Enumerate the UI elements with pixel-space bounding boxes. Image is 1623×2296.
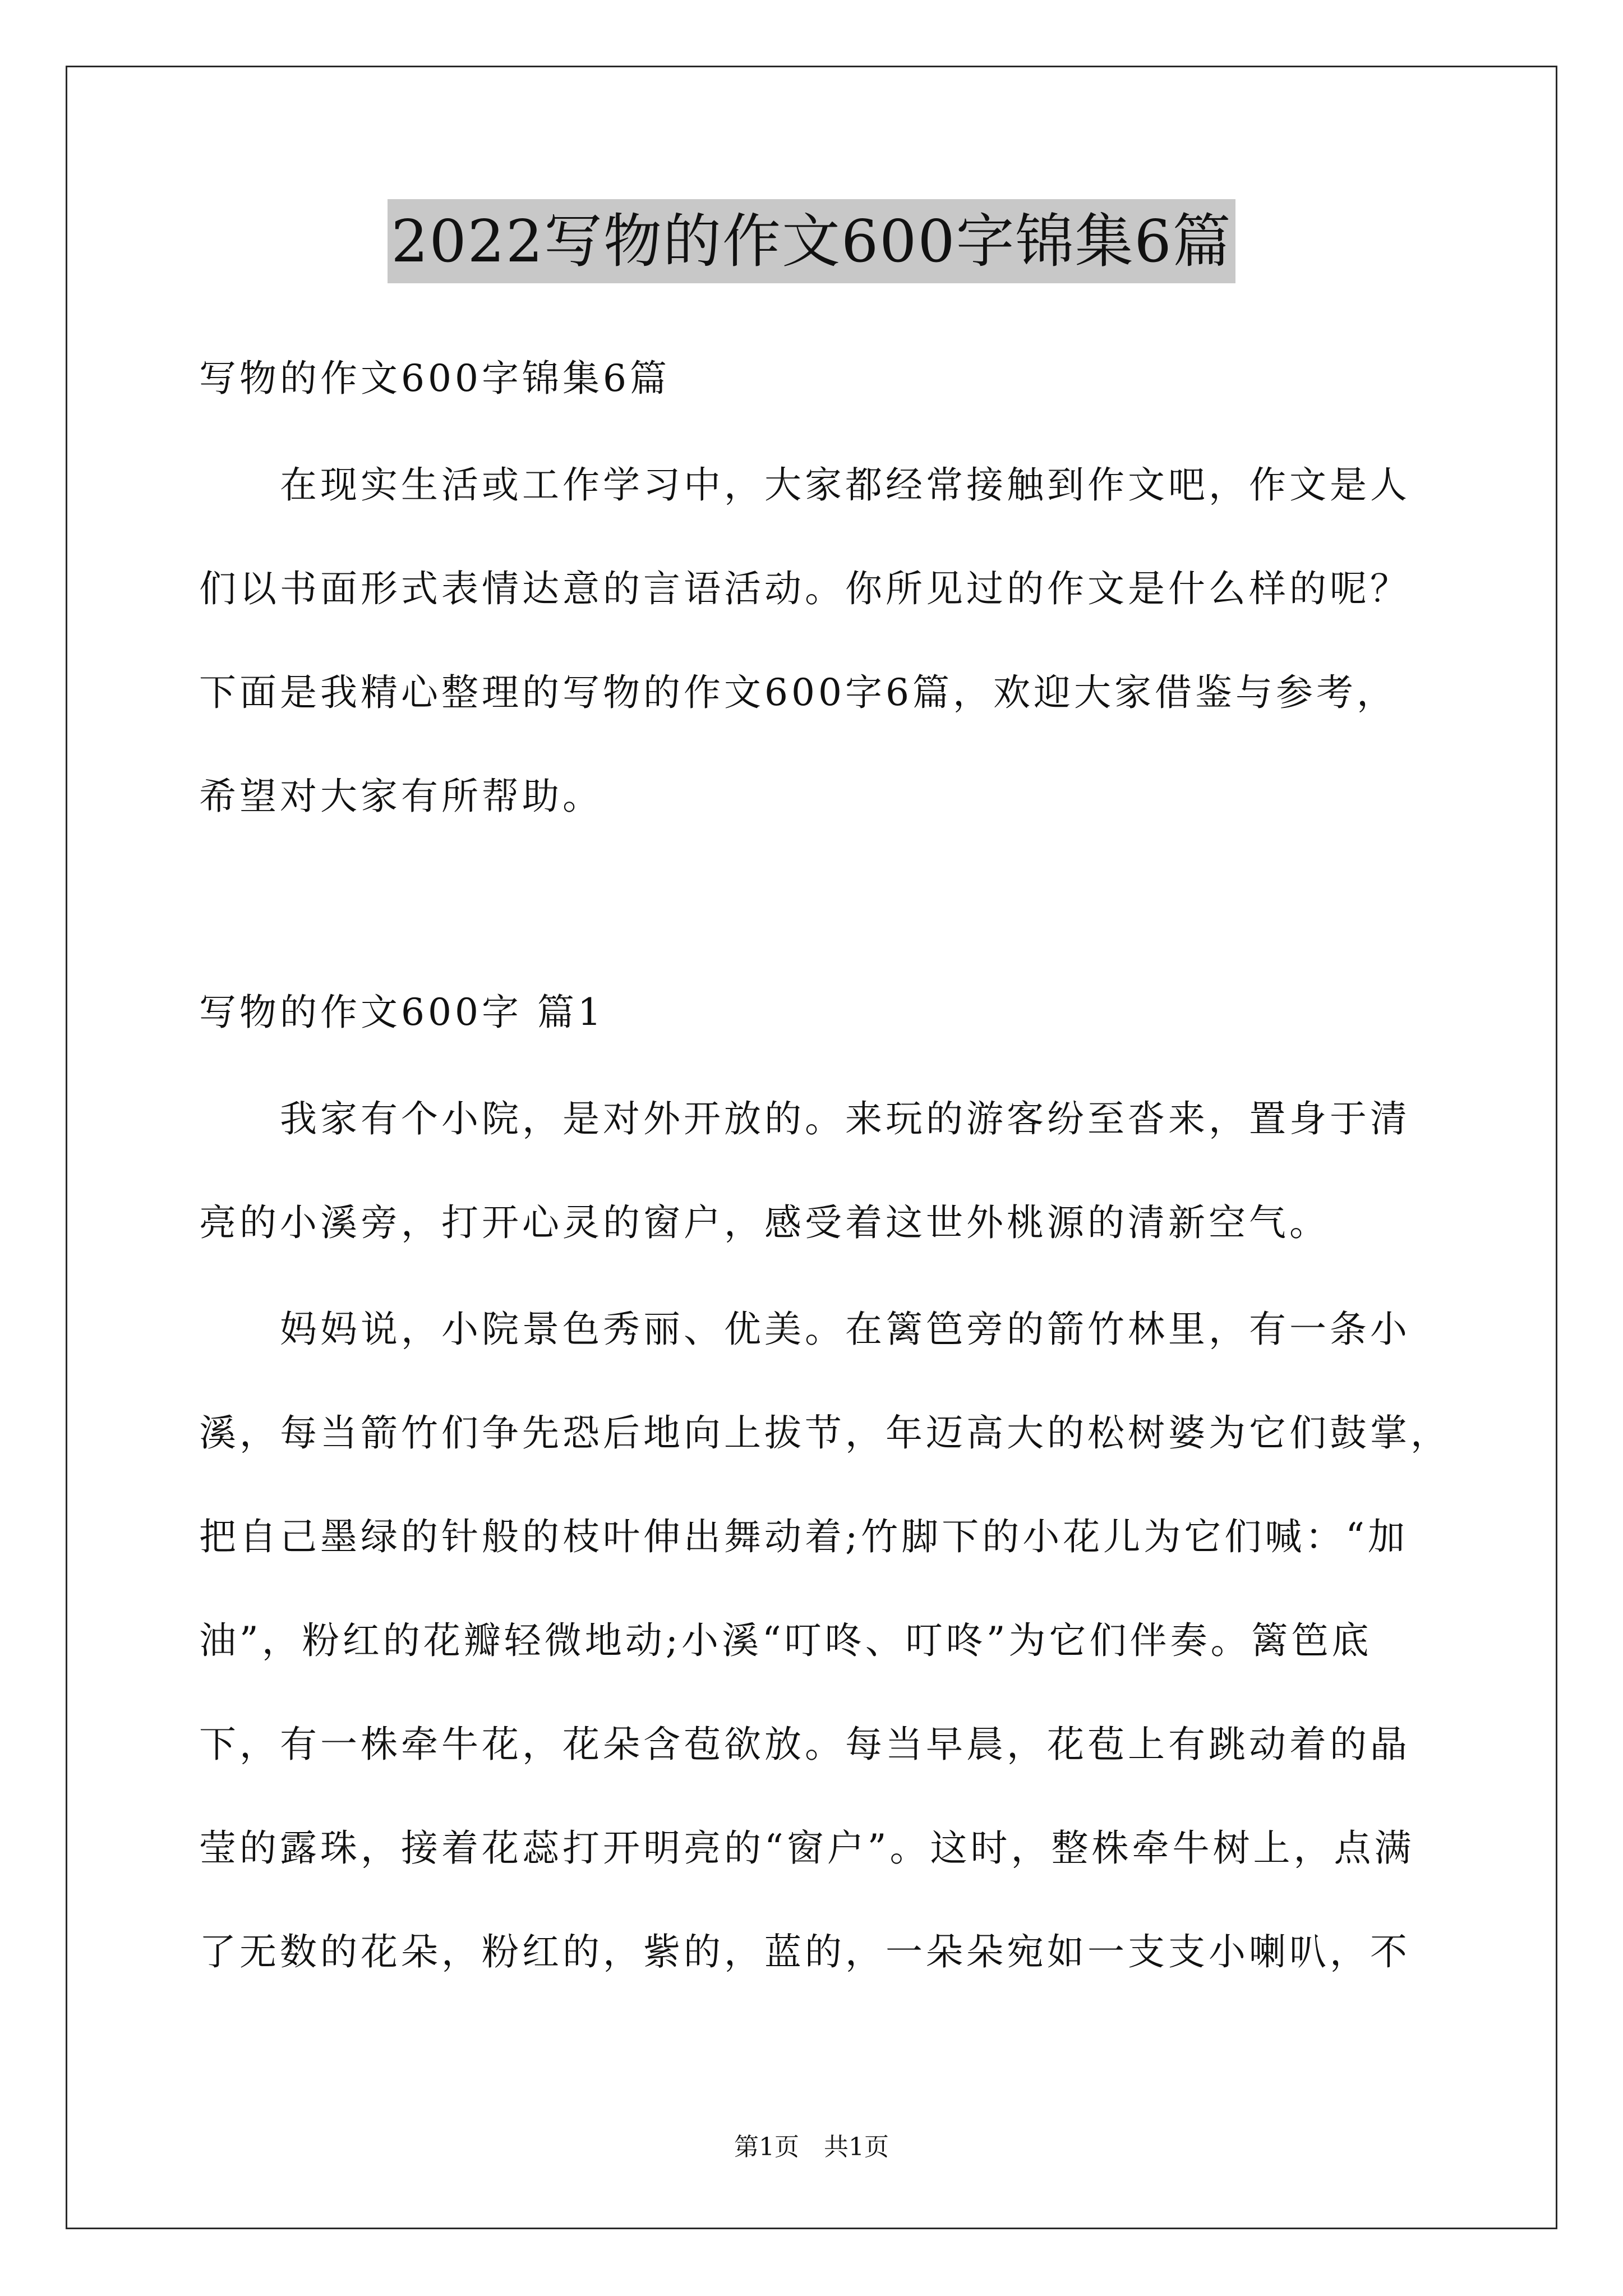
intro-line-2: 们以书面形式表情达意的言语活动。你所见过的作文是什么样的呢？ <box>199 567 1410 610</box>
intro-line-1: 在现实生活或工作学习中，大家都经常接触到作文吧，作文是人 <box>199 463 1410 507</box>
para2-line-7: 了无数的花朵，粉红的，紫的，蓝的，一朵朵宛如一支支小喇叭，不 <box>199 1930 1410 1973</box>
para2-line-6: 莹的露珠，接着花蕊打开明亮的“窗户”。这时，整株牵牛树上，点满 <box>199 1826 1415 1870</box>
section-heading: 写物的作文600字 篇1 <box>199 991 605 1034</box>
intro-line-4: 希望对大家有所帮助。 <box>199 775 603 818</box>
para1-line-1: 我家有个小院，是对外开放的。来玩的游客纷至沓来，置身于清 <box>199 1097 1410 1140</box>
page-footer: 第1页 共1页 <box>734 2133 889 2161</box>
para2-line-3: 把自己墨绿的针般的枝叶伸出舞动着;竹脚下的小花儿为它们喊：“加 <box>199 1515 1408 1558</box>
para2-line-1: 妈妈说，小院景色秀丽、优美。在篱笆旁的箭竹林里，有一条小 <box>199 1308 1410 1351</box>
document-title: 2022写物的作文600字锦集6篇 <box>388 199 1235 283</box>
title-area <box>0 199 1623 283</box>
para2-line-5: 下，有一株牵牛花，花朵含苞欲放。每当早晨，花苞上有跳动着的晶 <box>199 1723 1410 1766</box>
para2-line-2: 溪，每当箭竹们争先恐后地向上拔节，年迈高大的松树婆为它们鼓掌， <box>199 1411 1451 1455</box>
para2-line-4: 油”，粉红的花瓣轻微地动;小溪“叮咚、叮咚”为它们伴奏。篱笆底 <box>199 1619 1372 1662</box>
document-subtitle: 写物的作文600字锦集6篇 <box>199 357 670 400</box>
intro-line-3: 下面是我精心整理的写物的作文600字6篇，欢迎大家借鉴与参考， <box>199 671 1397 714</box>
para1-line-2: 亮的小溪旁，打开心灵的窗户，感受着这世外桃源的清新空气。 <box>199 1201 1330 1244</box>
